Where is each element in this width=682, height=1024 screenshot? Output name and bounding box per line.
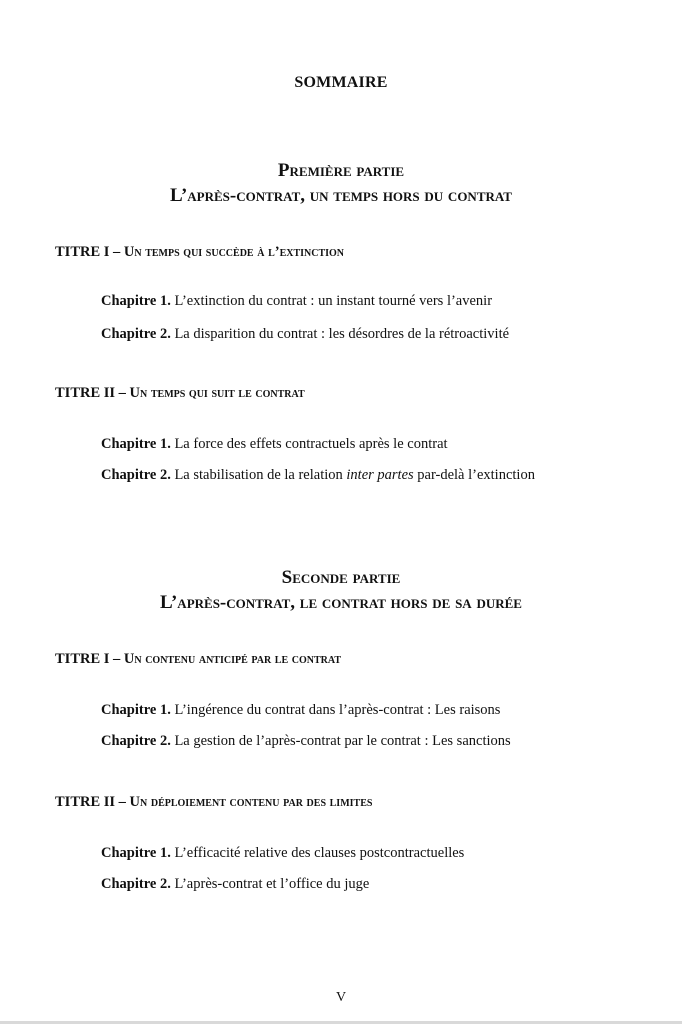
chapter-title-italic: inter partes xyxy=(346,467,414,483)
summary-title: SOMMAIRE xyxy=(294,74,388,91)
part-title: Première partie xyxy=(277,160,405,181)
chapter-title: La force des effets contractuels après le contrat xyxy=(174,436,448,452)
chapter-number: Chapitre 2. xyxy=(101,733,171,749)
titre-heading: TITRE II – Un temps qui suit le contrat xyxy=(55,385,305,401)
chapter-title: L’efficacité relative des clauses postcontractuelles xyxy=(174,845,465,861)
page-number: V xyxy=(335,990,347,1005)
chapter-number: Chapitre 1. xyxy=(101,293,171,309)
chapter-entry xyxy=(101,436,448,453)
chapter-title xyxy=(174,467,535,483)
titre-heading: TITRE I – Un contenu anticipé par le contrat xyxy=(55,651,342,667)
part-title: Seconde partie xyxy=(281,567,401,588)
titre-heading: TITRE I – Un temps qui succède à l’extinction xyxy=(55,244,345,260)
chapter-number: Chapitre 1. xyxy=(101,436,171,452)
part-subtitle: L’après-contrat, un temps hors du contrat xyxy=(170,185,512,206)
chapter-entry xyxy=(101,326,509,343)
part-heading-1 xyxy=(0,158,682,208)
chapter-title: La disparition du contrat : les désordres de la rétroactivité xyxy=(174,326,510,342)
chapter-title: La gestion de l’après-contrat par le contrat : Les sanctions xyxy=(174,733,511,749)
chapter-title: L’extinction du contrat : un instant tourné vers l’avenir xyxy=(174,293,493,309)
chapter-entry xyxy=(101,876,369,893)
titre-heading: TITRE II – Un déploiement contenu par des limites xyxy=(55,794,373,810)
chapter-title: L’ingérence du contrat dans l’après-contrat : Les raisons xyxy=(174,702,501,718)
part-subtitle: L’après-contrat, le contrat hors de sa durée xyxy=(160,592,522,613)
chapter-title: L’après-contrat et l’office du juge xyxy=(174,876,370,892)
chapter-title-end: par-delà l’extinction xyxy=(413,467,535,483)
chapter-number: Chapitre 2. xyxy=(101,326,171,342)
chapter-entry xyxy=(101,845,464,862)
chapter-entry xyxy=(101,467,535,484)
chapter-entry xyxy=(101,702,500,719)
chapter-entry xyxy=(101,293,492,310)
chapter-number: Chapitre 2. xyxy=(101,467,171,483)
chapter-title-start: La stabilisation de la relation xyxy=(174,467,347,483)
part-heading-2 xyxy=(0,565,682,615)
chapter-number: Chapitre 2. xyxy=(101,876,171,892)
chapter-number: Chapitre 1. xyxy=(101,845,171,861)
chapter-number: Chapitre 1. xyxy=(101,702,171,718)
chapter-entry xyxy=(101,733,511,750)
